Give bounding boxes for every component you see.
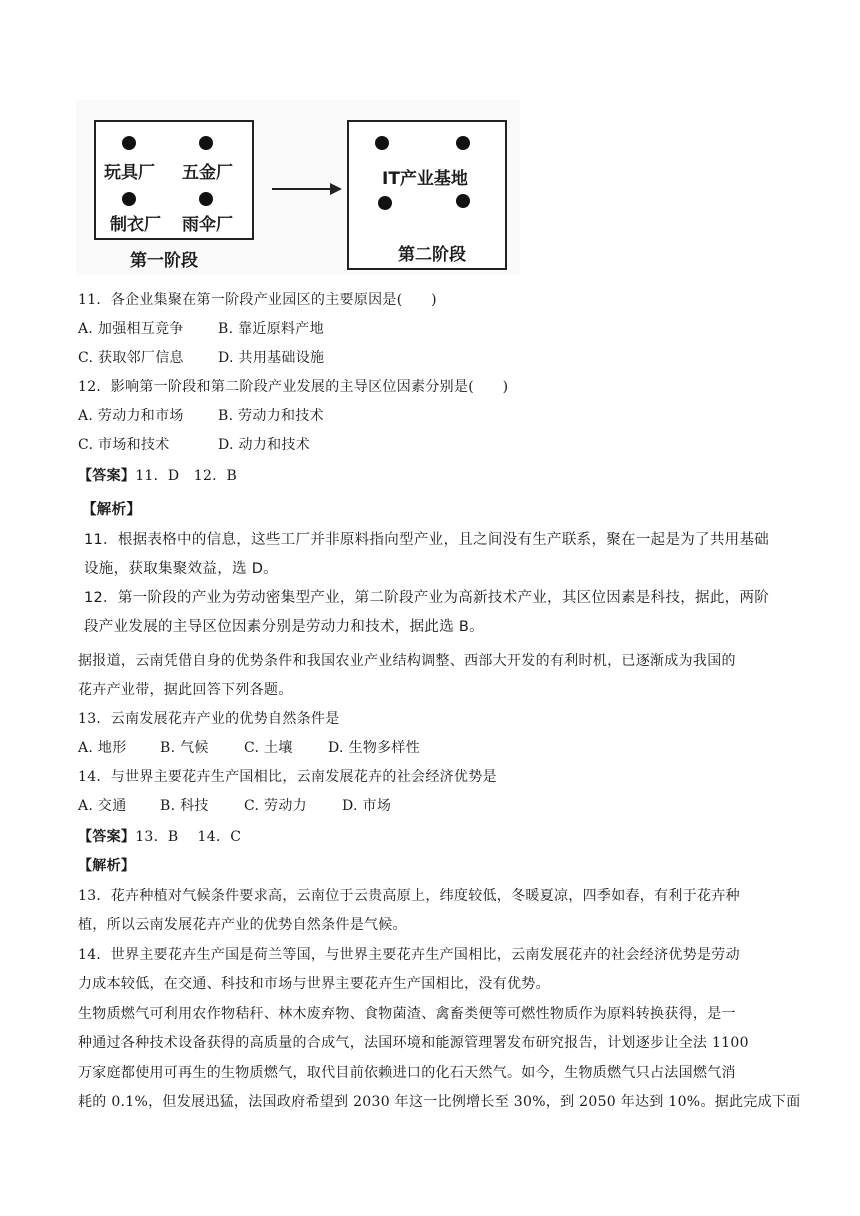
passage-3-line: 种通过各种技术设备获得的高质量的合成气，法国环境和能源管理署发布研究报告，计划逐步让全法 1100 xyxy=(78,1035,749,1051)
option: C. 土壤 xyxy=(244,740,293,756)
factory-label: 雨伞厂 xyxy=(182,215,233,235)
passage-3-line: 生物质燃气可利用农作物秸秆、林木废弃物、食物菌渣、禽畜类便等可燃性物质作为原料转换获得，是一 xyxy=(78,1006,736,1022)
passage-2-line: 花卉产业带，据此回答下列各题。 xyxy=(78,682,293,698)
option: A. 劳动力和市场 xyxy=(78,408,184,424)
question-14-stem: 14．与世界主要花卉生产国相比，云南发展花卉的社会经济优势是 xyxy=(78,769,497,785)
answer-2 xyxy=(78,826,241,846)
passage-2-line: 据报道，云南凭借自身的优势条件和我国农业产业结构调整、西部大开发的有利时机，已逐渐成为我国的 xyxy=(78,653,736,669)
it-base-dot xyxy=(456,136,470,150)
option: B. 劳动力和技术 xyxy=(218,408,324,424)
it-base-dot xyxy=(378,196,392,210)
option: D. 共用基础设施 xyxy=(218,350,325,366)
passage-3-line: 万家庭都使用可再生的生物质燃气，取代目前依赖进口的化石天然气。如今，生物质燃气只占法国燃气消 xyxy=(78,1065,736,1081)
question-11-options-row1 xyxy=(78,318,324,338)
stage2-caption: 第二阶段 xyxy=(398,245,466,265)
passage-3-line: 耗的 0.1%，但发展迅猛，法国政府希望到 2030 年这一比例增长至 30%，到 2050 年达到 10%。据此完成下面 xyxy=(78,1094,801,1110)
analysis-2-line: 14．世界主要花卉生产国是荷兰等国，与世界主要花卉生产国相比，云南发展花卉的社会经济优势是劳动 xyxy=(78,947,740,963)
factory-label: 制衣厂 xyxy=(110,215,161,235)
analysis-1-line: 12．第一阶段的产业为劳动密集型产业，第二阶段产业为高新技术产业，其区位因素是科技，据此，两阶 xyxy=(84,590,770,606)
question-12-options-row2 xyxy=(78,434,310,454)
analysis-1-line: 11．根据表格中的信息，这些工厂并非原料指向型产业，且之间没有生产联系，聚在一起是为了共用基础 xyxy=(84,532,770,548)
option: B. 科技 xyxy=(160,798,209,814)
analysis-2-line: 植，所以云南发展花卉产业的优势自然条件是气候。 xyxy=(78,917,407,933)
option: B. 靠近原料产地 xyxy=(218,321,324,337)
factory-dot xyxy=(199,192,213,206)
answer-text: 13．B 14．C xyxy=(135,829,242,845)
industrial-park-diagram xyxy=(76,100,520,275)
option: A. 加强相互竞争 xyxy=(78,321,184,337)
option: A. 地形 xyxy=(78,740,127,756)
answer-1 xyxy=(78,465,237,485)
option: C. 获取邻厂信息 xyxy=(78,350,184,366)
answer-label: 【答案】 xyxy=(78,468,136,484)
factory-dot xyxy=(122,136,136,150)
arrow-right-icon xyxy=(330,183,342,195)
question-11-options-row2 xyxy=(78,347,324,367)
question-14-options xyxy=(78,795,391,815)
option: D. 市场 xyxy=(342,798,392,814)
option: D. 生物多样性 xyxy=(328,740,421,756)
it-base-label: IT产业基地 xyxy=(382,169,468,189)
it-base-dot xyxy=(375,136,389,150)
option: B. 气候 xyxy=(160,740,209,756)
question-11-stem: 11．各企业集聚在第一阶段产业园区的主要原因是( ) xyxy=(78,292,437,308)
factory-label: 玩具厂 xyxy=(104,163,155,183)
option: D. 动力和技术 xyxy=(218,437,311,453)
analysis-1-line: 设施，获取集聚效益，选 D。 xyxy=(84,561,278,577)
analysis-1-line: 段产业发展的主导区位因素分别是劳动力和技术，据此选 B。 xyxy=(84,619,484,635)
answer-label: 【答案】 xyxy=(78,829,136,845)
option: A. 交通 xyxy=(78,798,127,814)
option: C. 劳动力 xyxy=(244,798,307,814)
it-base-dot xyxy=(456,194,470,208)
question-13-options xyxy=(78,737,420,757)
factory-label: 五金厂 xyxy=(182,163,233,183)
question-12-options-row1 xyxy=(78,405,324,425)
analysis-2-line: 力成本较低，在交通、科技和市场与世界主要花卉生产国相比，没有优势。 xyxy=(78,976,550,992)
option: C. 市场和技术 xyxy=(78,437,170,453)
answer-text: 11．D 12．B xyxy=(135,468,238,484)
question-13-stem: 13．云南发展花卉产业的优势自然条件是 xyxy=(78,711,340,727)
factory-dot xyxy=(122,192,136,206)
stage-arrow-line xyxy=(272,188,330,190)
analysis-2-line: 13．花卉种植对气候条件要求高，云南位于云贵高原上，纬度较低，冬暖夏凉，四季如春，有利于花卉种 xyxy=(78,888,740,904)
analysis-1-label: 【解析】 xyxy=(82,502,142,518)
question-12-stem: 12．影响第一阶段和第二阶段产业发展的主导区位因素分别是( ) xyxy=(78,379,509,395)
analysis-2-label: 【解析】 xyxy=(78,858,136,874)
factory-dot xyxy=(199,136,213,150)
stage1-caption: 第一阶段 xyxy=(130,251,198,271)
